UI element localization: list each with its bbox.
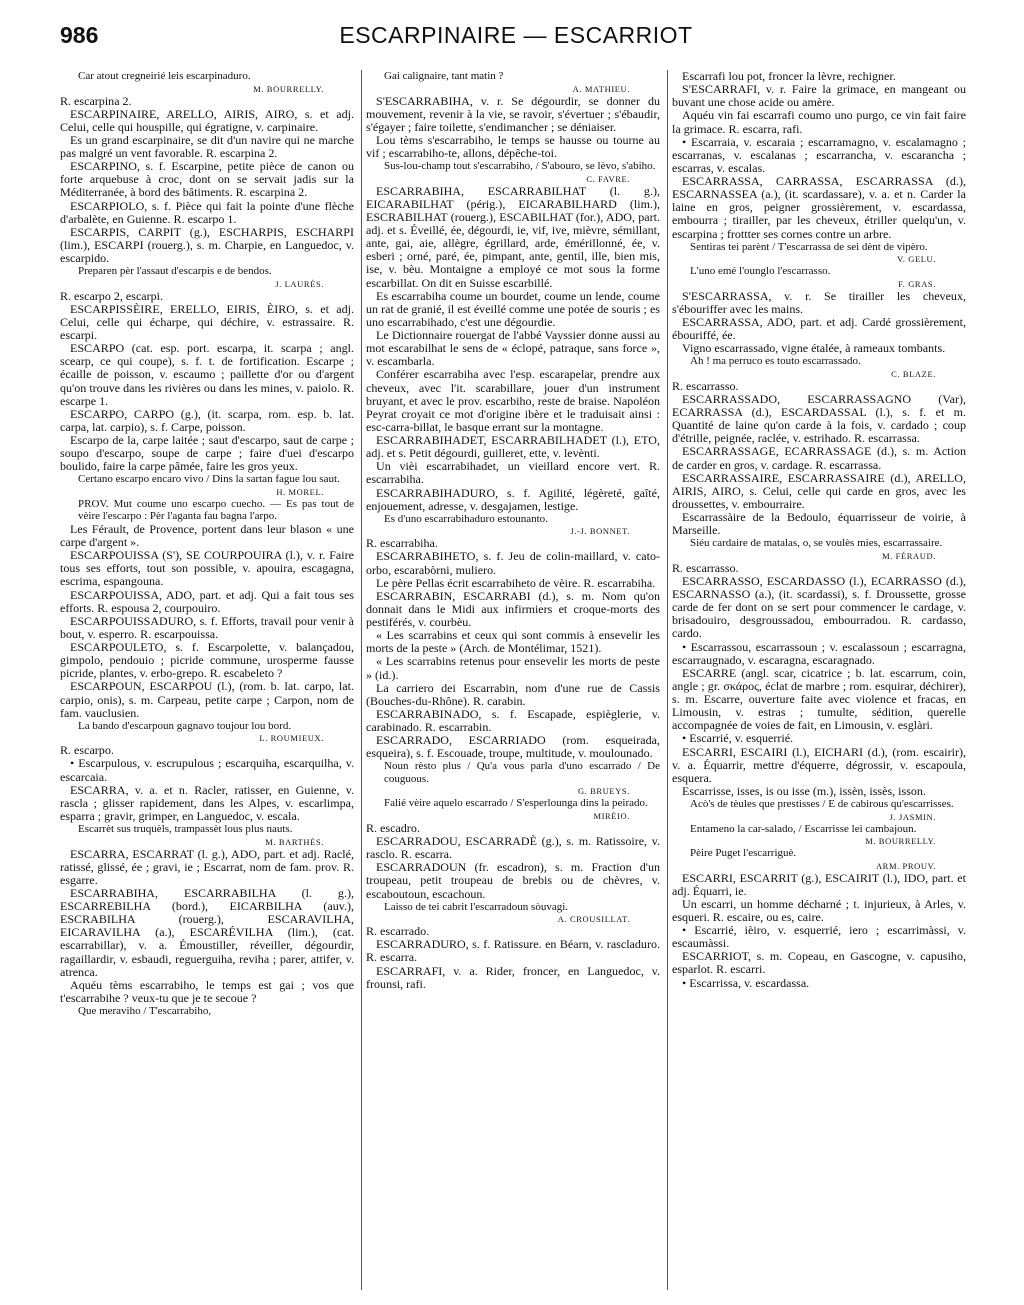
- entry-paragraph: « Les scarrabins retenus pour ensevelir les morts de peste » (id.).: [366, 654, 660, 682]
- entry-paragraph: Es escarrabiha coume un bourdet, coume un lende, coume un rat de granié, il est éveillé comme une potée de souris ; es uno escarrabihado, c'est une dégourdie.: [366, 288, 660, 329]
- entry-paragraph: Les Férault, de Provence, portent dans leur blason « une carpe d'argent ».: [60, 521, 354, 549]
- column-2: [366, 70, 660, 1290]
- quotation: La bando d'escarpoun gagnavo toujour lou bord.: [78, 719, 292, 732]
- entry-paragraph: ESCARRA, ESCARRAT (l. g.), ADO, part. et adj. Raclé, ratissé, glissé, ée ; gravi, ie ; Escarrat, nom de fam. prov. R. esgarre.: [60, 846, 354, 887]
- entry-paragraph: ESCARPINAIRE, ARELLO, AIRIS, AIRO, s. et adj. Celui, celle qui houspille, qui égratigne, v. carpinaire.: [60, 106, 354, 134]
- quote-author: J. JASMIN.: [889, 811, 936, 822]
- entry-paragraph: ESCARRASSAGE, ECARRASSAGE (d.), s. m. Action de carder en gros, v. cardage. R. escarrassa.: [672, 444, 966, 472]
- entry-paragraph: ESCARRASSAIRE, ESCARRASSAIRE (d.), ARELLO, AIRIS, AIRO, s. Celui, celle qui carde en gros, avec les droussettes, v. embourraire.: [672, 470, 966, 511]
- quotation: Ah ! ma perruco es touto escarrassado.: [690, 355, 861, 368]
- page-header: [60, 22, 972, 56]
- entry-paragraph: ESCARPOUISSADURO, s. f. Efforts, travail pour venir à bout, v. esperro. R. escarpouissa.: [60, 613, 354, 641]
- entry-paragraph: • Escarrié, v. esquerrié.: [682, 731, 794, 746]
- entry-paragraph: ESCARRE (angl. scar, cicatrice ; b. lat. escarrum, coin, angle ; gr. σκάρος, éclat de marbre ; rom. esquirar, déchirer), s. m. Escarre, ouverture faite avec violence et fracas, en Limousin, v. estras ; tumulte, sédition, querelle accompagnée de voies de fait, en Limousin, v. esglàri.: [672, 665, 966, 733]
- entry-paragraph: S'ESCARRASSA, v. r. Se tirailler les cheveux, s'ébouriffer avec les mains.: [672, 288, 966, 316]
- reference-line: R. escarrado.: [366, 924, 430, 939]
- entry-paragraph: ESCARRADURO, s. f. Ratissure. en Béarn, v. rascladuro. R. escarra.: [366, 937, 660, 965]
- quotation: Sus-lou-champ tout s'escarrabiho, / S'abouro, se lèvo, s'abiho.: [384, 160, 656, 173]
- entry-paragraph: Escarrassàire de la Bedoulo, équarrisseur de voirie, à Marseille.: [672, 510, 966, 538]
- entry-paragraph: ESCARRASSADO, ESCARRASSAGNO (Var), ECARRASSA (d.), ESCARDASSAL (l.), s. f. et m. Quantité de laine qu'on carde à la fois, v. cardado ; coup d'étrille, peignée, raclée, v. estrihado. R. escarrassa.: [672, 391, 966, 446]
- quote-author: H. MOREL.: [276, 486, 324, 497]
- reference-line: R. escarrasso.: [672, 378, 739, 393]
- entry-paragraph: S'ESCARRAFI, v. r. Faire la grimace, en mangeant ou buvant une chose acide ou amère.: [672, 82, 966, 110]
- entry-paragraph: Escarpo de la, carpe laitée ; saut d'escarpo, saut de carpe ; soupo d'escarpo, soupe de carpe ; faire d'uei d'escarpo boulido, faire la carpe pâmée, faire les gros yeux.: [60, 433, 354, 474]
- quotation: Gai calignaire, tant matin ?: [384, 70, 504, 82]
- entry-paragraph: ESCARPOUISSA, ADO, part. et adj. Qui a fait tous ses efforts. R. espousa 2, courpouiro.: [60, 587, 354, 615]
- entry-paragraph: • Escarrassou, escarrassoun ; v. escalassoun ; escarragna, escarraugnado, v. escaragna, escaragnado.: [672, 639, 966, 667]
- column-rule: [361, 70, 362, 1290]
- quotation: L'uno emé l'ounglo l'escarrasso.: [690, 265, 831, 278]
- entry-paragraph: • Escarrissa, v. escardassa.: [682, 975, 810, 990]
- quote-author: M. BOURRELLY.: [253, 83, 324, 94]
- entry-paragraph: Escarrafi lou pot, froncer la lèvre, rechigner.: [682, 70, 896, 83]
- entry-paragraph: Vigno escarrassado, vigne étalée, à rameaux tombants.: [682, 341, 946, 356]
- quotation: Car atout cregneirié leis escarpinaduro.: [78, 70, 251, 82]
- quotation: Pèire Puget l'escarriguè.: [690, 847, 797, 859]
- quotation: Acò's de tèules que prestisses / E de cabirous qu'escarrisses.: [690, 798, 954, 810]
- entry-paragraph: ESCARRABIHA, ESCARRABILHAT (l. g.), EICARABILHAT (périg.), EICARABILHARD (lim.), ESCRABILHAT (rouerg.), ESCABILHAT (for.), ADO, part. adj. et s. Éveillé, ée, dégourdi, ie, vif, ive, mièvre, sémillant, ante, gai, aie, allègre, égrillard, arde, émérillonné, ée, v. esberi ; orné, paré, ée, pimpant, ante, gentil, ille, bien mis, ise, v. bèu. Montaigne a employé ce mot sous la forme escarbillat. On dit en Suisse escarbillé.: [366, 183, 660, 290]
- entry-paragraph: ESCARPO (cat. esp. port. escarpa, it. scarpa ; angl. scearp, ce qui coupe), s. f. t. de fortification. Escarpe ; écaille de poisson, v. escaumo ; paillette d'or ou d'argent qu'on trouve dans les rivières ou dans les mines, v. paiolo. R. escarpe 1.: [60, 341, 354, 408]
- quote-author: G. BRUEYS.: [577, 786, 630, 797]
- entry-paragraph: La carriero dei Escarrabin, nom d'une rue de Cassis (Bouches-du-Rhône). R. carabin.: [366, 680, 660, 708]
- entry-paragraph: ESCARRI, ESCAIRI (l.), EICHARI (d.), (rom. escairir), v. a. Équarrir, mettre d'équerre, dégrossir, v. escapoula, esquera.: [672, 744, 966, 785]
- column-1: [60, 70, 354, 1290]
- quotation: Falié vèire aquelo escarrado / S'esperlounga dins la peirado.: [384, 797, 648, 810]
- quote-author: J. LAURÈS.: [275, 278, 324, 289]
- quote-author: C. FAVRE.: [586, 173, 630, 184]
- entry-paragraph: ESCARPIS, CARPIT (g.), ESCHARPIS, ESCHARPI (lim.), ESCARPI (rouerg.), s. m. Charpie, en Languedoc, v. escarpido.: [60, 224, 354, 265]
- quotation: PROV. Mut coume uno escarpo cuecho. — Es pas tout de vèire l'escarpo : Pèr l'aganta fau bagna l'arpo.: [78, 497, 354, 523]
- reference-line: R. escarpo 2, escarpi.: [60, 288, 164, 303]
- quote-author: A. CROUSILLAT.: [557, 914, 630, 925]
- quotation: Escarrèt sus truquèls, trampassèt lous plus nauts.: [78, 823, 293, 835]
- reference-line: R. escarpo.: [60, 743, 114, 758]
- quote-author: C. BLAZE.: [891, 368, 936, 379]
- entry-paragraph: Un escarri, un homme décharné ; t. injurieux, à Arles, v. esqueri. R. escaire, ou es, caire.: [672, 896, 966, 924]
- entry-paragraph: ESCARRAFI, v. a. Rider, froncer, en Languedoc, v. frounsi, rafi.: [366, 963, 660, 991]
- quote-author: M. FÉRAUD.: [882, 550, 936, 561]
- entry-paragraph: ESCARRABIHADET, ESCARRABILHADET (l.), ETO, adj. et s. Petit dégourdi, guilleret, ette, v. levènti.: [366, 433, 660, 461]
- quotation: Preparen pèr l'assaut d'escarpis e de bendos.: [78, 265, 272, 278]
- entry-paragraph: ESCARRASSO, ESCARDASSO (l.), ECARRASSO (d.), ESCARNASSO (a.), (it. scardassi), s. f. Droussette, grosse carde de fer dont on se sert pour commencer le cardage, v. brisadouiro, desgroussadou, embourradou. R. cardasso, cardo.: [672, 573, 966, 641]
- entry-paragraph: « Les scarrabins et ceux qui sont commis à ensevelir les morts de la peste » (Arch. de Montélimar, 1521).: [366, 628, 660, 656]
- entry-paragraph: • Escarpulous, v. escrupulous ; escarquiha, escarquilha, v. escarcaia.: [60, 756, 354, 784]
- quotation: Que meraviho / T'escarrabiho,: [78, 1005, 212, 1017]
- entry-paragraph: S'ESCARRABIHA, v. r. Se dégourdir, se donner du mouvement, revenir à la vie, se ravoir, s'évertuer ; s'ébaudir, s'égayer ; faire toilette, s'endimancher ; se déniaiser.: [366, 93, 660, 134]
- quotation: Noun rèsto plus / Qu'a vous parla d'uno escarrado / De couguous.: [384, 760, 660, 785]
- quote-author: L. ROUMIEUX.: [259, 733, 324, 744]
- entry-paragraph: ESCARRASSA, ADO, part. et adj. Cardé grossièrement, ébouriffé, ée.: [672, 314, 966, 342]
- running-head: ESCARPINAIRE — ESCARRIOT: [339, 22, 693, 48]
- entry-paragraph: ESCARRADOUN (fr. escadron), s. m. Fraction d'un troupeau, petit troupeau de brebis ou de chèvres, v. escaboutoun, escachoun.: [366, 860, 660, 901]
- entry-paragraph: ESCARRI, ESCARRIT (g.), ESCAIRIT (l.), IDO, part. et adj. Équarri, ie.: [672, 870, 966, 898]
- entry-paragraph: ESCARPO, CARPO (g.), (it. scarpa, rom. esp. b. lat. carpa, lat. carpio), s. f. Carpe, poisson.: [60, 406, 354, 434]
- entry-paragraph: ESCARPOUN, ESCARPOU (l.), (rom. b. lat. carpo, lat. carpio, onis), s. m. Carpeau, petite carpe ; Carpon, nom de fam. vauclusien.: [60, 679, 354, 720]
- entry-paragraph: ESCARRABIHETO, s. f. Jeu de colin-maillard, v. cato-orbo, escarabòrni, muliero.: [366, 549, 660, 577]
- entry-paragraph: Escarrisse, isses, is ou isse (m.), issèn, issès, isson.: [682, 783, 926, 798]
- entry-paragraph: ESCARPIOLO, s. f. Pièce qui fait la pointe d'une flèche d'arbalète, en Guienne. R. escarpo 1.: [60, 198, 354, 226]
- entry-paragraph: ESCARRADO, ESCARRIADO (rom. esqueirada, esqueira), s. f. Escouade, troupe, multitude, v. moulounado.: [366, 733, 660, 761]
- entry-paragraph: Un vièi escarrabihadet, un vieillard encore vert. R. escarrabiha.: [366, 459, 660, 487]
- quotation: Es d'uno escarrabihaduro estounanto.: [384, 512, 548, 525]
- quotation: Certano escarpo encaro vivo / Dins la sartan fague lou saut.: [78, 473, 340, 486]
- entry-paragraph: Lou tèms s'escarrabiho, le temps se hausse ou tourne au vif ; escarrabiho-te, allons, dépêche-toi.: [366, 132, 660, 160]
- entry-paragraph: ESCARRABINADO, s. f. Escapade, espièglerie, v. carabinado. R. escarrabin.: [366, 706, 660, 734]
- quote-author: J.-J. BONNET.: [570, 526, 630, 537]
- quotation: Laisso de tei cabrit l'escarradoun sòuvagi.: [384, 900, 569, 913]
- quotation: Entameno la car-salado, / Escarrisse lei cambajoun.: [690, 822, 917, 835]
- entry-paragraph: ESCARRABIHA, ESCARRABILHA (l. g.), ESCARREBILHA (bord.), EICARBILHA (auv.), ESCRABILHA (rouerg.), ESCARAVILHA, EICARAVILHA (a.), ESCARÉVILHA (lim.), (cat. escarrabillar), v. a. Émoustiller, réveiller, dégourdir, ragaillardir, v. esbaudi, reguerguiha, reviha ; parer, attifer, v. atrenca.: [60, 885, 354, 979]
- quote-author: MIRÈIO.: [593, 810, 630, 821]
- quote-author: M. BOURRELLY.: [865, 836, 936, 846]
- reference-line: R. escadro.: [366, 820, 420, 835]
- quotation: Siéu cardaire de matalas, o, se voulès mies, escarrassaire.: [690, 537, 943, 550]
- entry-paragraph: Aquéu tèms escarrabiho, le temps est gai ; vos que t'escarrabihe ? veux-tu que je te secoue ?: [60, 977, 354, 1005]
- entry-paragraph: Conférer escarrabiha avec l'esp. escarapelar, prendre aux cheveux, avec l'it. scarabillare, jouer d'un instrument bruyant, et avec le prov. escarbiho, reste de braise. Napoléon Peyrat croyait ce mot d'origine ibère et le traduisait ainsi : esc-carra-billat, le basque errant sur la montagne.: [366, 367, 660, 434]
- entry-paragraph: Le Dictionnaire rouergat de l'abbé Vayssier donne aussi au mot escarabilhat le sens de « éclopé, patraque, sans force », v. escambarla.: [366, 328, 660, 369]
- column-3: [672, 70, 966, 1290]
- text-columns: [60, 70, 972, 1290]
- entry-paragraph: ESCARRASSA, CARRASSA, ESCARRASSA (d.), ESCARNASSEA (a.), (it. scardassare), v. a. et n. Carder la laine en gros, peigner grossièrement, v. escardassa, embourra ; tirailler, par les cheveux, étriller quelqu'un, v. escarpina ; frottter ses cornes contre un arbre.: [672, 174, 966, 241]
- column-rule: [667, 70, 668, 1290]
- entry-paragraph: • Escarrié, ièiro, v. esquerrié, iero ; escarrimàssi, v. escaumàssi.: [672, 923, 966, 951]
- reference-line: R. escarrasso.: [672, 560, 739, 575]
- page-number: 986: [60, 22, 99, 48]
- quote-author: F. GRAS.: [898, 278, 936, 289]
- entry-paragraph: ESCARPOULETO, s. f. Escarpolette, v. balançadou, gimpolo, pendouio ; picride commune, urosperme fausse picride, plantes, v. erbo-grepo. R. escabeleto ?: [60, 640, 354, 681]
- entry-paragraph: ESCARPOUISSA (S'), SE COURPOUIRA (l.), v. r. Faire tous ses efforts, tout son possible, v. apouira, escagagna, escrima, espangouna.: [60, 548, 354, 589]
- quote-author: V. GELU.: [897, 254, 936, 265]
- entry-paragraph: ESCARPINO, s. f. Escarpine, petite pièce de canon ou forte arquebuse à croc, dont on se servait jadis sur la Méditerranée, à bord des bâtiments. R. escarpina 2.: [60, 159, 354, 200]
- entry-paragraph: ESCARRA, v. a. et n. Racler, ratisser, en Guienne, v. rascla ; glisser rapidement, dans les Alpes, v. escarlimpa, esparra ; gravir, grimper, en Languedoc, v. escala.: [60, 782, 354, 823]
- entry-paragraph: Aquéu vin fai escarrafi coumo uno purgo, ce vin fait faire la grimace. R. escarra, rafi.: [672, 108, 966, 136]
- entry-paragraph: ESCARRABIN, ESCARRABI (d.), s. m. Nom qu'on donnait dans le Midi aux infirmiers et croque-morts des pestiférés, v. courbèu.: [366, 588, 660, 629]
- reference-line: R. escarrabiha.: [366, 536, 438, 551]
- entry-paragraph: ESCARPISSÈIRE, ERELLO, EIRIS, ÈIRO, s. et adj. Celui, celle qui écharpe, qui déchire, v. estrassaire. R. escarpi.: [60, 301, 354, 342]
- entry-paragraph: • Escarraia, v. escaraia ; escarramagno, v. escalamagno ; escarranas, v. escalanas ; escarrancha, v. escarancha ; escarras, v. escalas.: [672, 134, 966, 175]
- entry-paragraph: ESCARRABIHADURO, s. f. Agilité, légèreté, gaîté, enjouement, adresse, v. desgajamen, lestige.: [366, 485, 660, 513]
- entry-paragraph: ESCARRIOT, s. m. Copeau, en Gascogne, v. capusiho, esparlot. R. escarri.: [672, 949, 966, 977]
- entry-paragraph: Es un grand escarpinaire, se dit d'un navire qui ne marche pas malgré un vent favorable. R. escarpina 2.: [60, 132, 354, 160]
- quotation: Sentiras tei parènt / T'escarrassa de sei dènt de vipèro.: [690, 240, 928, 253]
- reference-line: R. escarpina 2.: [60, 93, 132, 108]
- quote-author: ARM. PROUV.: [875, 860, 936, 871]
- quote-author: M. BARTHÉS.: [265, 836, 324, 847]
- entry-paragraph: ESCARRADOU, ESCARRADÈ (g.), s. m. Ratissoire, v. rasclo. R. escarra.: [366, 834, 660, 862]
- quote-author: A. MATHIEU.: [572, 83, 630, 94]
- entry-paragraph: Le père Pellas écrit escarrabiheto de vèire. R. escarrabiha.: [376, 575, 656, 590]
